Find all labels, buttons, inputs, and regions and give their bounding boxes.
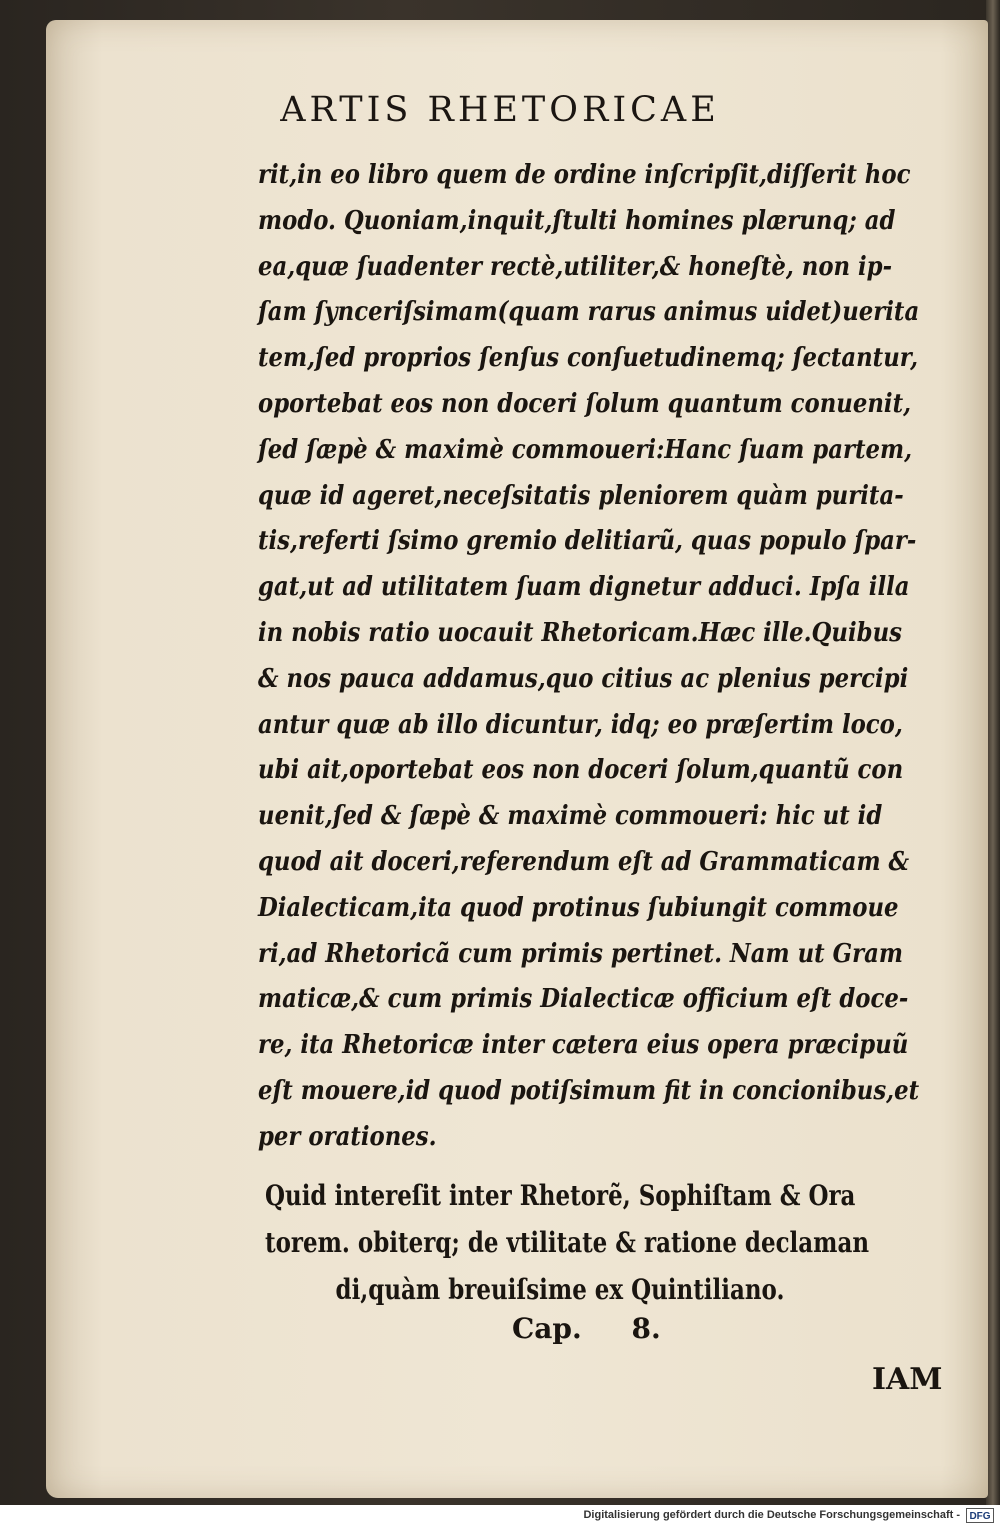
dfg-logo: DFG bbox=[966, 1508, 994, 1523]
text-line: in nobis ratio uocauit Rhetoricam.Hæc ille.Quibus bbox=[258, 616, 902, 648]
running-head: ARTIS RHETORICAE bbox=[280, 90, 720, 130]
text-line: & nos pauca addamus,quo citius ac plenius percipi bbox=[258, 662, 909, 694]
text-line: tis,referti ſsimo gremio delitiarũ, quas populo ſpar- bbox=[258, 525, 917, 557]
text-line: rit,in eo libro quem de ordine inſcripſit,diſſerit hoc bbox=[258, 159, 911, 190]
text-line: quæ id ageret,neceſsitatis pleniorem quàm purita- bbox=[258, 479, 904, 511]
funding-credit: Digitalisierung gefördert durch die Deutsche Forschungsgemeinschaft - bbox=[583, 1509, 960, 1521]
text-line: modo. Quoniam,inquit,ſtulti homines plærunq; ad bbox=[258, 204, 896, 236]
text-line: Dialecticam,ita quod protinus ſubiungit commoue bbox=[258, 891, 899, 923]
catchword: IAM bbox=[872, 1362, 943, 1397]
text-line: oportebat eos non doceri ſolum quantum conuenit, bbox=[258, 387, 912, 419]
text-line: quod ait doceri,referendum eſt ad Grammaticam & bbox=[258, 845, 910, 877]
text-line: ubi ait,oportebat eos non doceri ſolum,quantũ con bbox=[258, 754, 904, 786]
text-line: per orationes. bbox=[258, 1120, 437, 1152]
heading-line: Quid intereſit inter Rhetorẽ, Sophiſtam & Ora bbox=[265, 1179, 856, 1212]
text-line: tem,ſed proprios ſenſus conſuetudinemq; ſectantur, bbox=[258, 342, 919, 374]
chapter-heading bbox=[265, 1172, 888, 1313]
text-line: antur quæ ab illo dicuntur, idq; eo præſertim loco, bbox=[258, 708, 903, 740]
heading-line: torem. obiterq; de vtilitate & ratione declaman bbox=[265, 1226, 870, 1259]
text-line: gat,ut ad utilitatem ſuam dignetur adduci. Ipſa illa bbox=[258, 571, 910, 603]
heading-line: di,quàm breuiſsime ex Quintiliano. bbox=[335, 1273, 785, 1306]
book-edge bbox=[986, 0, 1000, 1505]
text-line: ſam ſynceriſsimam(quam rarus animus uidet)uerita bbox=[258, 296, 920, 328]
chapter-label: Cap. bbox=[512, 1312, 582, 1345]
text-line: ea,quæ ſuadenter rectè,utiliter,& honeſtè, non ip- bbox=[258, 250, 893, 282]
text-line: re, ita Rhetoricæ inter cætera eius opera præcipuũ bbox=[258, 1029, 909, 1061]
text-line: eſt mouere,id quod potiſsimum fit in concionibus,et bbox=[258, 1074, 920, 1106]
text-line: ſed ſæpè & maximè commoueri:Hanc ſuam partem, bbox=[258, 433, 913, 465]
text-line: maticæ,& cum primis Dialecticæ officium eſt doce- bbox=[258, 983, 909, 1015]
body-text bbox=[258, 152, 920, 1160]
text-line: ri,ad Rhetoricã cum primis pertinet. Nam ut Gram bbox=[258, 937, 903, 969]
text-line: uenit,ſed & ſæpè & maximè commoueri: hic ut id bbox=[258, 800, 883, 832]
chapter-number bbox=[512, 1312, 661, 1345]
chapter-numeral: 8. bbox=[631, 1312, 661, 1345]
